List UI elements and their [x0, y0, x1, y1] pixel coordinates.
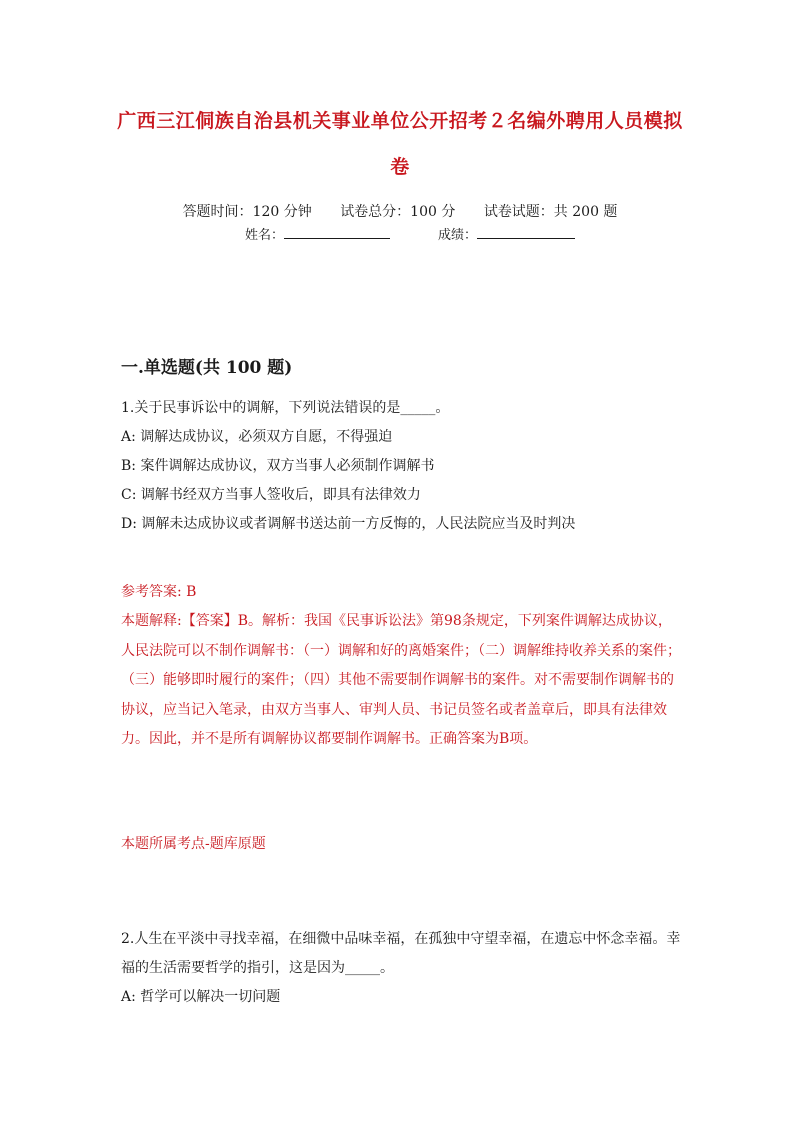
- exam-question-count: 试卷试题：共 200 题: [483, 204, 618, 220]
- page-title: 广西三江侗族自治县机关事业单位公开招考２名编外聘用人员模拟卷: [117, 110, 683, 178]
- question-1-source: 本题所属考点-题库原题: [121, 836, 266, 852]
- name-label: 姓名：: [245, 228, 285, 243]
- score-field: [438, 226, 575, 245]
- question-2-stem: 2.人生在平淡中寻找幸福，在细微中品味幸福，在孤独中守望幸福，在遗忘中怀念幸福。幸福的生活需要哲学的指引，这是因为_____。: [121, 931, 681, 976]
- score-label: 成绩：: [438, 228, 478, 243]
- section-heading: 一.单选题(共 100 题): [121, 358, 293, 378]
- question-1-option-c: C: 调解书经双方当事人签收后，即具有法律效力: [121, 487, 421, 503]
- question-1-stem: 1.关于民事诉讼中的调解，下列说法错误的是_____。: [121, 400, 450, 416]
- exam-meta: [0, 202, 800, 222]
- question-2-option-a: A: 哲学可以解决一切问题: [121, 989, 281, 1005]
- question-1-answer: 参考答案: B: [121, 584, 197, 600]
- exam-time: 答题时间：120 分钟: [182, 204, 312, 220]
- question-1-option-d: D: 调解未达成协议或者调解书送达前一方反悔的，人民法院应当及时判决: [121, 516, 576, 532]
- question-1-option-b: B: 案件调解达成协议，双方当事人必须制作调解书: [121, 458, 435, 474]
- name-field: [245, 226, 390, 245]
- score-blank: [477, 226, 575, 239]
- question-1-option-a: A: 调解达成协议，必须双方自愿，不得强迫: [121, 429, 393, 445]
- exam-total-score: 试卷总分：100 分: [340, 204, 456, 220]
- name-blank: [284, 226, 390, 239]
- question-1-explanation: 本题解释:【答案】B。解析：我国《民事诉讼法》第98条规定，下列案件调解达成协议，人民法院可以不制作调解书：（一）调解和好的离婚案件；（二）调解维持收养关系的案件；（三）能够即时履行的案件；（四）其他不需要制作调解书的案件。对不需要制作调解书的协议，应当记入笔录，由双方当事人、审判人员、书记员签名或者盖章后，即具有法律效力。因此，并不是所有调解协议都要制作调解书。正确答案为B项。: [121, 613, 681, 747]
